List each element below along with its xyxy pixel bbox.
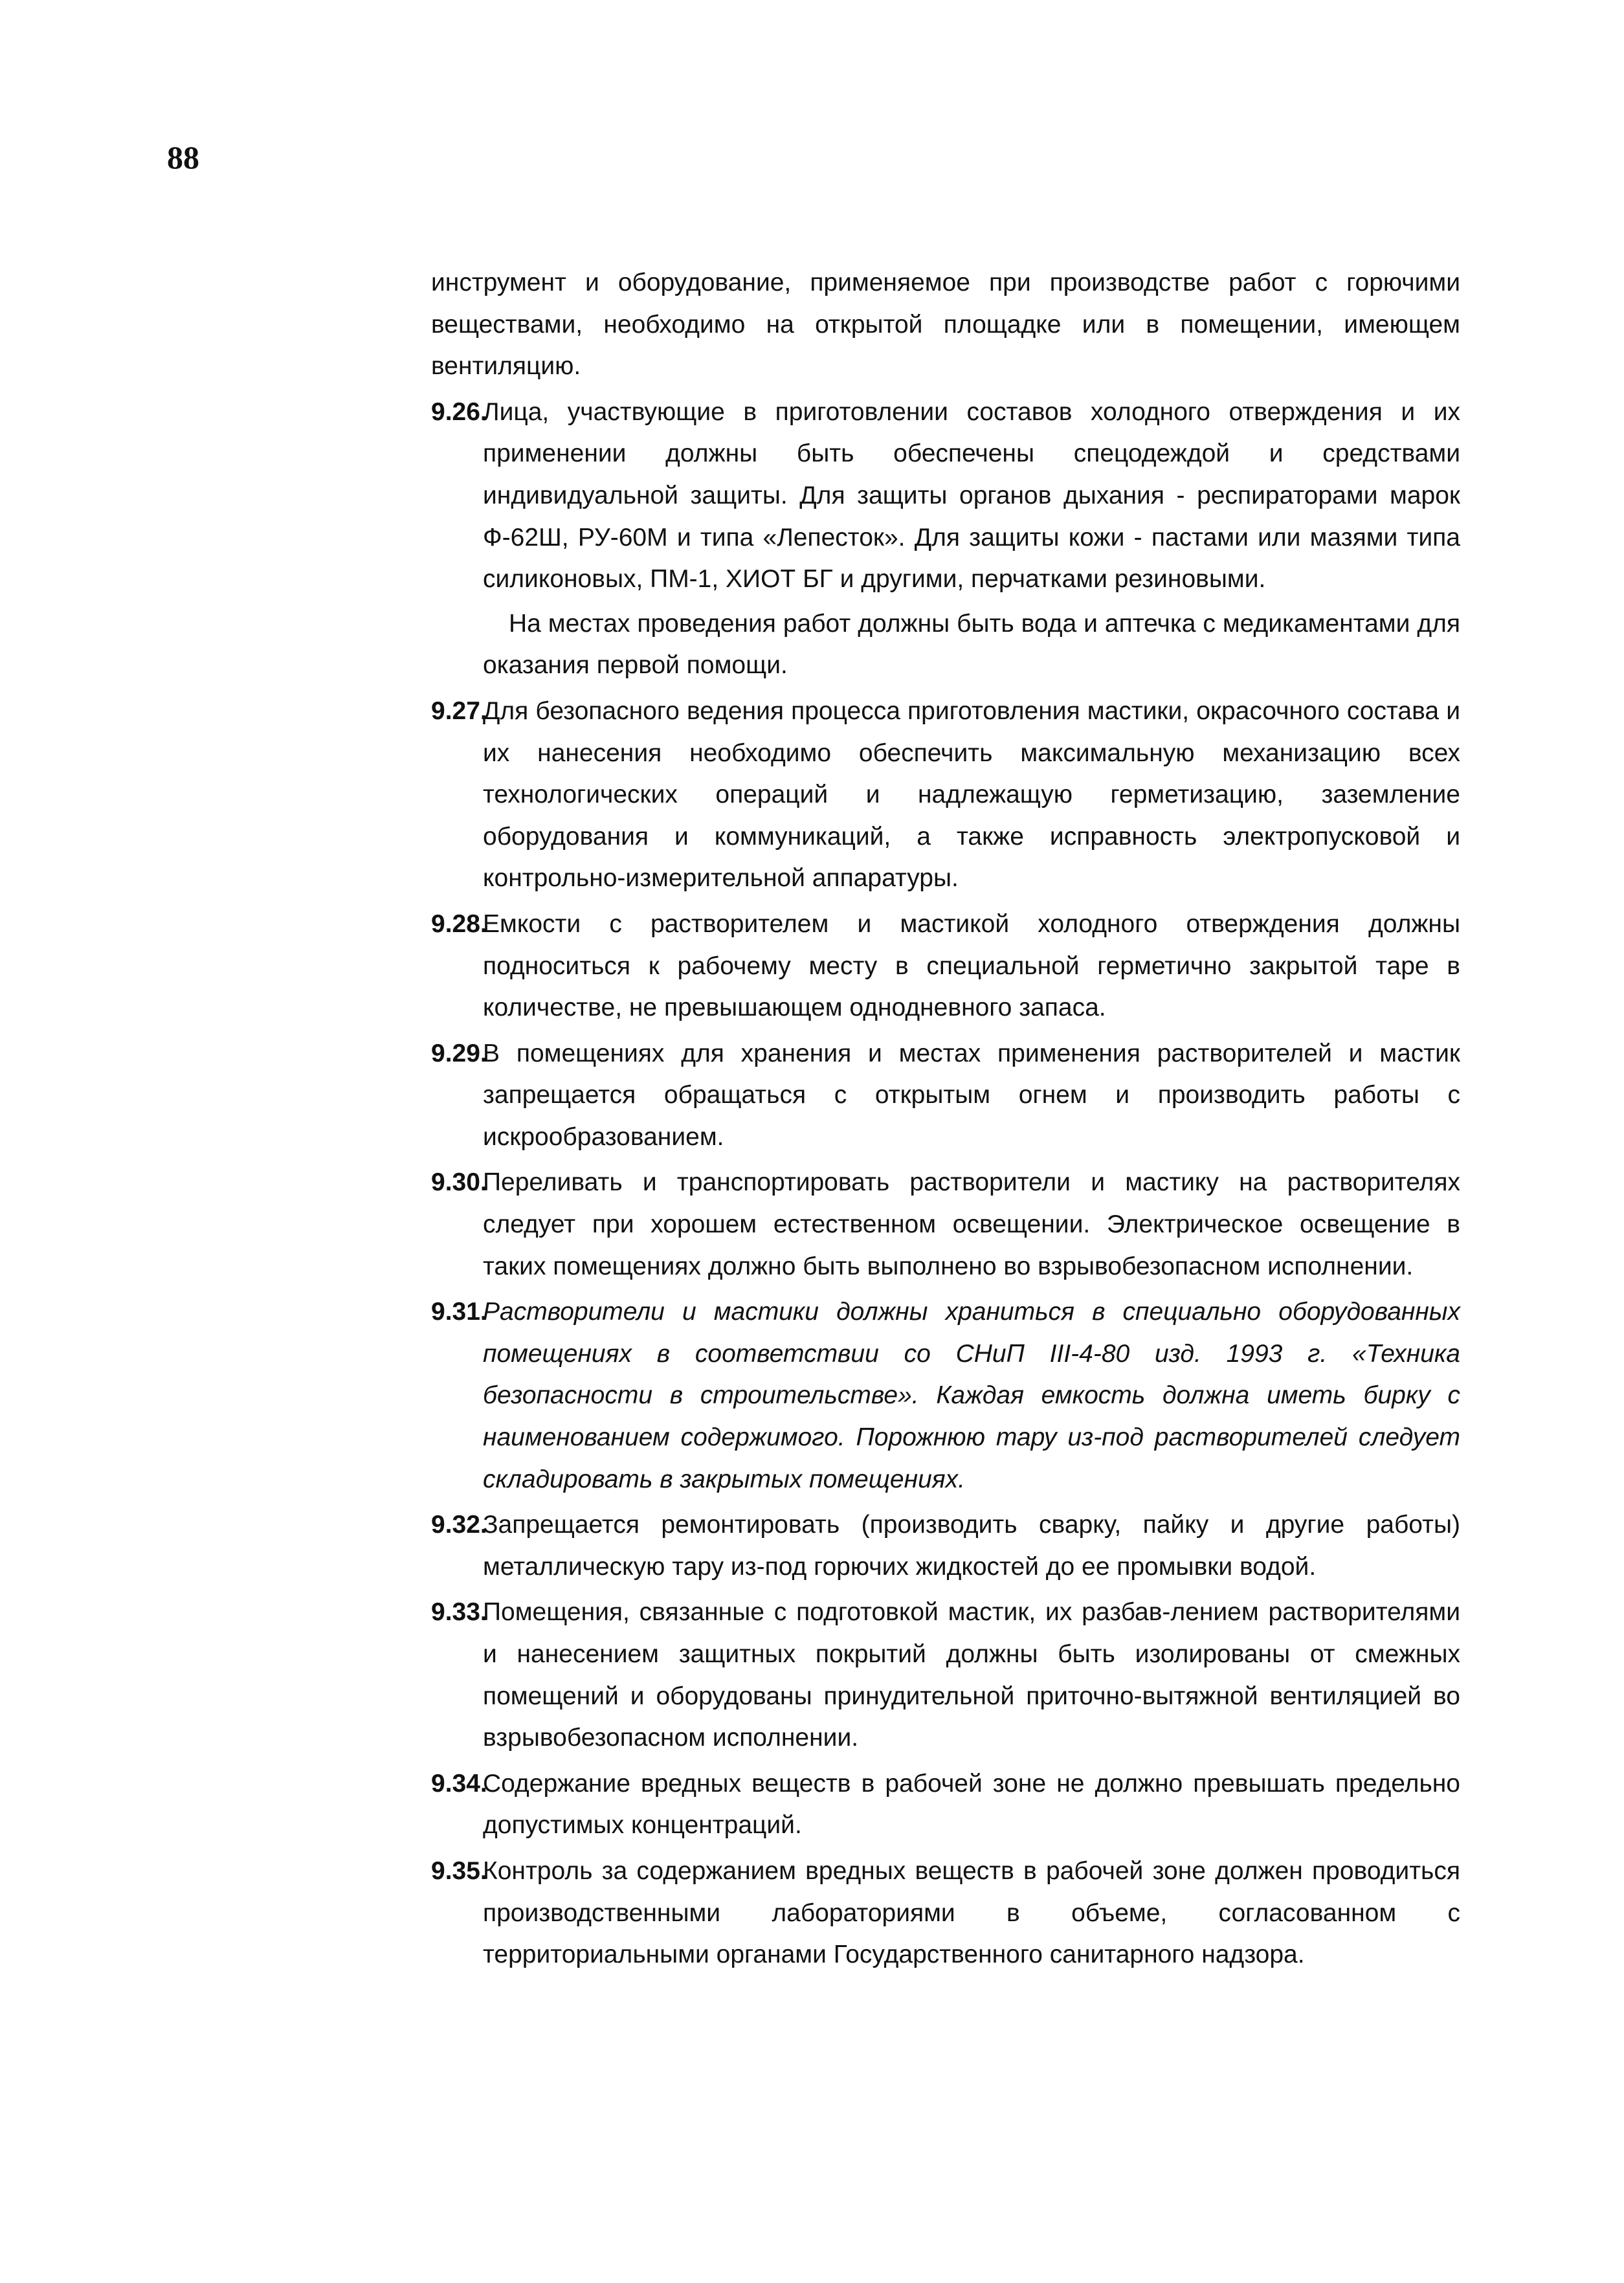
clause-number: 9.33. xyxy=(431,1598,487,1627)
clause-text: Растворители и мастики должны храниться в специально оборудованных помещениях в соответствии со СНиП III-4-80 изд. 1993 г. «Техника безопасности в строительстве». Каждая емкость должна иметь бирку с наименованием содержимого. Порожнюю тару из-под растворителей следует складировать в закрытых помещениях. xyxy=(483,1298,1460,1493)
clause-text: Переливать и транспортировать растворители и мастику на растворителях следует при хорошем естественном освещении. Электрическое освещение в таких помещениях должно быть выполнено во взрывобезопасном исполнении. xyxy=(483,1168,1460,1280)
clause-text: Содержание вредных веществ в рабочей зоне не должно превышать предельно допустимых концентраций. xyxy=(483,1769,1460,1840)
clause-number: 9.30. xyxy=(431,1168,487,1197)
clause-9-27 xyxy=(431,691,1460,900)
clause-9-35 xyxy=(431,1851,1460,1976)
clause-number: 9.32. xyxy=(431,1511,487,1539)
clause-continuation: На местах проведения работ должны быть вода и аптечка с медикаментами для оказания первой помощи. xyxy=(483,609,1460,680)
clause-9-26 xyxy=(431,392,1460,687)
clause-text: Запрещается ремонтировать (производить сварку, пайку и другие работы) металлическую тару из-под горючих жидкостей до ее промывки водой. xyxy=(483,1511,1460,1581)
clause-9-32 xyxy=(431,1504,1460,1588)
clause-9-31 xyxy=(431,1291,1460,1500)
clause-text: Контроль за содержанием вредных веществ в рабочей зоне должен проводиться производственными лабораториями в объеме, согласованном с территориальными органами Государственного санитарного надзора. xyxy=(483,1856,1460,1969)
clause-number: 9.31. xyxy=(431,1298,487,1326)
clause-text: Емкости с растворителем и мастикой холодного отверждения должны подноситься к рабочему месту в специальной герметично закрытой таре в количестве, не превышающем однодневного запаса. xyxy=(483,909,1460,1022)
clause-9-34 xyxy=(431,1763,1460,1847)
clause-9-30 xyxy=(431,1162,1460,1287)
clause-text: В помещениях для хранения и местах применения растворителей и мастик запрещается обращаться с открытым огнем и производить работы с искрообразованием. xyxy=(483,1039,1460,1151)
clause-number: 9.29. xyxy=(431,1039,487,1067)
clause-9-28 xyxy=(431,904,1460,1029)
document-body xyxy=(431,262,1460,1980)
clause-number: 9.28. xyxy=(431,909,487,938)
clause-9-29 xyxy=(431,1033,1460,1159)
clause-number: 9.35. xyxy=(431,1856,487,1885)
clause-text: Помещения, связанные с подготовкой мастик, их разбав-лением растворителями и нанесением защитных покрытий должны быть изолированы от смежных помещений и оборудованы принудительной приточно-вытяжной вентиляцией во взрывобезопасном исполнении. xyxy=(483,1598,1460,1752)
clause-number: 9.27. xyxy=(431,696,487,725)
intro-paragraph: инструмент и оборудование, применяемое при производстве работ с горючими веществами, необходимо на открытой площадке или в помещении, имеющем вентиляцию. xyxy=(431,269,1460,381)
clause-number: 9.34. xyxy=(431,1769,487,1798)
clause-9-33 xyxy=(431,1592,1460,1759)
clause-text: Для безопасного ведения процесса приготовления мастики, окрасочного состава и их нанесения необходимо обеспечить максимальную механизацию всех технологических операций и надлежащую герметизацию, заземление оборудования и коммуникаций, а также исправность электропусковой и контрольно-измерительной аппаратуры. xyxy=(483,696,1460,893)
clause-text: Лица, участвующие в приготовлении составов холодного отверждения и их применении должны быть обеспечены спецодеждой и средствами индивидуальной защиты. Для защиты органов дыхания - респираторами марок Ф-62Ш, РУ-60М и типа «Лепесток». Для защиты кожи - пастами или мазями типа силиконовых, ПМ-1, ХИОТ БГ и другими, перчатками резиновыми. xyxy=(483,397,1460,594)
page-number: 88 xyxy=(167,139,199,175)
clause-number: 9.26. xyxy=(431,397,487,426)
